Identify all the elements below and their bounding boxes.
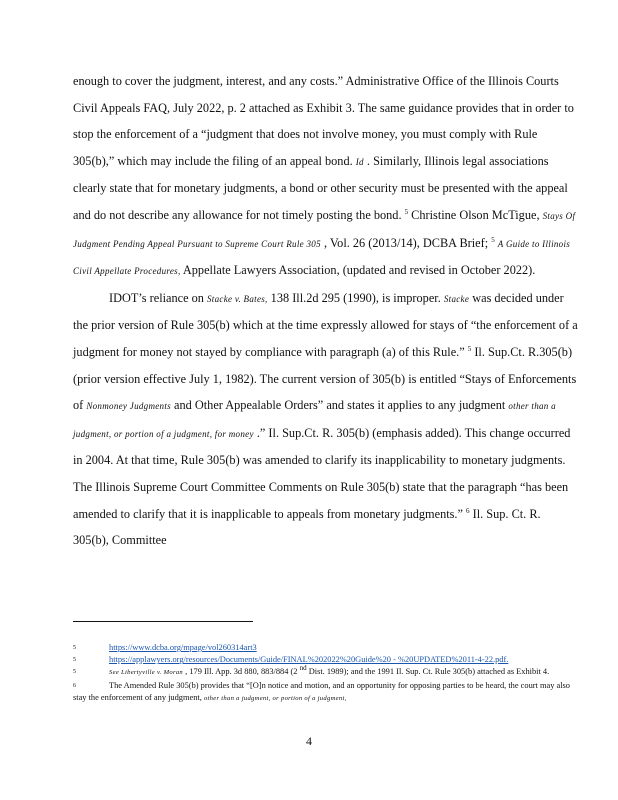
text-run: 138 Ill.2d 295 (1990), is improper. [267,290,444,305]
text-run: enough to cover the judgment, interest, and any costs.” Administrative Office of the Illinois Courts Civil Appeals FAQ, July 2022, p. 2 attached as Exhibit 3. The same guidance provides that in order to stop the enforcement of a “judgment that does not involve money, you must comply with Rule 305(b),” which may include the filing of an appeal bond. [73,74,574,168]
body-text [73,68,578,554]
citation-id: Id [355,156,364,167]
text-run: . Similarly, Illinois legal associations clearly state that for monetary judgments, a bond or other security must be presented with the appeal and do not describe any allowance for not timely posting the bond. [73,153,568,222]
footnote-number: 5 [73,645,76,651]
case-name: Stacke v. Bates, [207,293,268,304]
text-run: was decided under the prior version of Rule 305(b) which at the time expressly allowed for stays of “the enforcement of a judgment for money not stayed by compliance with paragraph (a) of this Rule.” [73,290,578,359]
text-run: Il. Sup.Ct. R.305(b) (prior version effective July 1, 1982). The current version of 305(b) is entitled “Stays of Enforcements of [73,344,577,413]
emphasis-text: Nonmoney Judgments [86,401,171,412]
text-run: Christine Olson McTigue, [408,207,543,222]
text-run: and Other Appealable Orders” and states it applies to any judgment [170,398,509,413]
footnote-number: 5 [73,669,76,676]
case-name: Stacke [443,293,470,304]
citation-title: Stays Of Judgment Pending Appeal Pursuant to Supreme Court Rule 305 [73,210,576,249]
footnote-ref[interactable]: 5 [491,235,495,244]
text-run: , 179 Ill. App. 3d 880, 883/884 (2 [183,667,300,677]
text-run: Appellate Lawyers Association, (updated and revised in October 2022). [180,263,536,278]
footnote-number: 5 [73,657,76,664]
text-run: IDOT’s reliance on [109,290,207,305]
footnote-link[interactable]: https://www.dcba.org/mpage/vol260314art3 [109,643,257,652]
footnote [73,680,578,705]
paragraph-continuation [73,68,578,285]
footnote-number: 6 [73,682,76,689]
citation-title: A Guide to Illinois Civil Appellate Procedures, [73,238,571,277]
ordinal-suffix: nd [299,664,307,673]
emphasis-text: other than a judgment, or portion of a judgment, [203,694,347,702]
text-run: Dist. 1989); and the 1991 Il. Sup. Ct. Rule 305(b) attached as Exhibit 4. [306,667,550,677]
text-run: , Vol. 26 (2013/14), DCBA Brief; [320,235,492,250]
footnotes [73,642,578,705]
page-number: 4 [306,734,312,748]
text-run: Il. Sup. Ct. R. 305(b), Committee [73,506,541,548]
footnote-link[interactable]: https://applawyers.org/resources/Documents/Guide/FINAL%202022%20Guide%20 - %20UPDATED%2011-4-22.pdf. [109,655,509,665]
footnote [73,654,578,666]
case-name: See Libertyville v. Moran [109,669,184,677]
emphasis-text: other than a judgment, or portion of a judgment, for money [73,401,556,439]
footnote-ref[interactable]: 5 [467,344,472,353]
footnote [73,666,578,679]
paragraph-idot-reliance [73,285,578,554]
footnote-separator [73,621,253,622]
footnote-ref[interactable]: 6 [466,506,470,515]
text-run: .” Il. Sup.Ct. R. 305(b) (emphasis added). This change occurred in 2004. At that time, Rule 305(b) was amended to clarify its inapplicability to monetary judgments. The Illinois Supreme Court Committee Comments on Rule 305(b) state that the paragraph “has been amended to clarify that it is inapplicable to appeals from monetary judgments.” [73,425,571,521]
footnote [73,642,578,654]
footnote-ref[interactable]: 5 [404,207,409,216]
text-run: The Amended Rule 305(b) provides that “[O]n notice and motion, and an opportunity for opposing parties to be heard, the court may also stay the enforcement of any judgment, [73,680,570,702]
